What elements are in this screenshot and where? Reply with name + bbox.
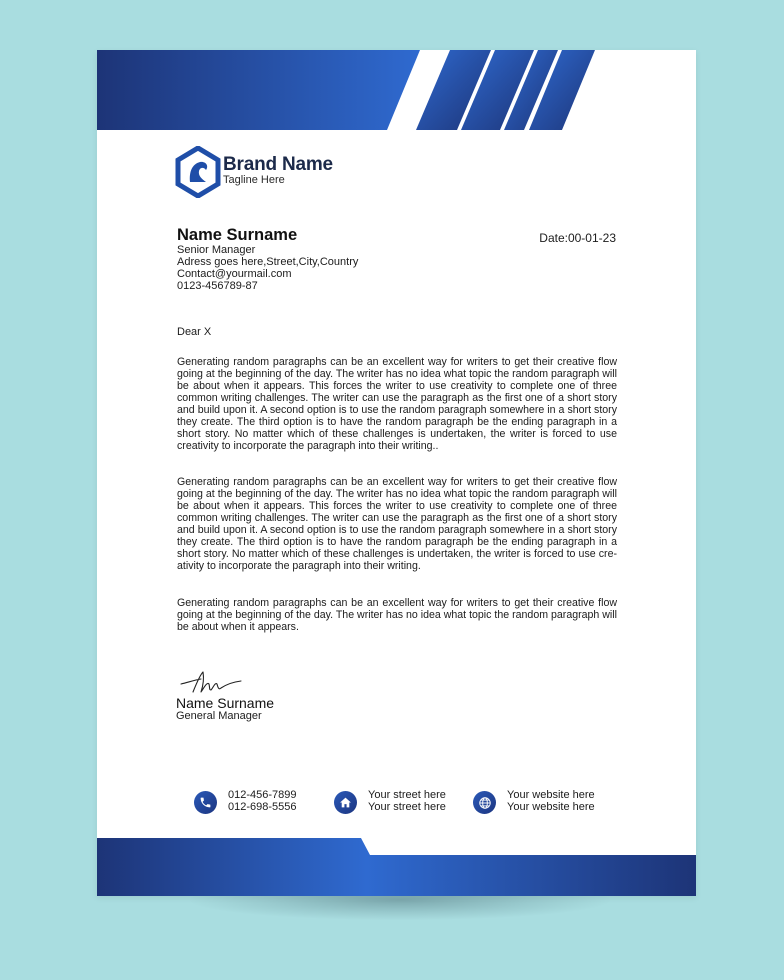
phone-icon [194, 791, 217, 814]
body-paragraph: Generating random paragraphs can be an excellent way for writers to get their creative flow going at the beginning of the day. The writer has no idea what topic the random paragraph will be about when it appears. This forces the writer to use creativity to complete one of three common writing challenges. The writer can use the paragraph as the first one of a short story and build upon it. A second option is to use the random paragraph somewhere in a short story they create. The third option is to have the random paragraph be the ending paragraph in a short story. No matter which of these challenges is undertaken, the writer is forced to use creativity to incorporate the paragraph into their writing.. [177, 356, 617, 452]
letter-date: Date:00-01-23 [539, 231, 616, 245]
street-address: Your street here [368, 789, 446, 801]
globe-icon [473, 791, 496, 814]
website-link[interactable]: Your website here [507, 801, 595, 813]
street-address: Your street here [368, 801, 446, 813]
hexagon-bird-logo-icon [175, 146, 221, 198]
footer-band [97, 838, 696, 896]
brand-tagline: Tagline Here [223, 174, 285, 186]
header-band [97, 50, 420, 130]
home-icon [334, 791, 357, 814]
signatory-name: Name Surname [176, 695, 275, 711]
sender-title: Senior Manager [177, 244, 256, 256]
signature-scribble [179, 666, 243, 696]
signatory-title: General Manager [176, 710, 262, 722]
greeting: Dear X [177, 326, 212, 338]
sender-name: Name Surname [177, 226, 298, 244]
header-decoration [97, 50, 696, 130]
body-paragraph: Generating random paragraphs can be an excellent way for writers to get their creative flow going at the beginning of the day. The writer has no idea what topic the random paragraph will be about when it appears. This forces the writer to use creativity to complete one of three common writing challenges. The writer can use the paragraph as the first one of a short story and build upon it. A second option is to use the random paragraph somewhere in a short story they create. The third option is to have the random paragraph be the ending paragraph in a short story. No matter which of these challenges is undertaken, the writer is forced to use cre- ativity to incorporate the paragraph into their writing. [177, 476, 617, 572]
phone-number[interactable]: 012-456-7899 [228, 789, 297, 801]
body-paragraph: Generating random paragraphs can be an excellent way for writers to get their creative flow going at the beginning of the day. The writer has no idea what topic the random paragraph will be about when it appears. [177, 597, 617, 633]
sender-email[interactable]: Contact@yourmail.com [177, 268, 292, 280]
phone-number[interactable]: 012-698-5556 [228, 801, 297, 813]
footer-decoration [97, 838, 696, 896]
letterhead-page [97, 50, 696, 896]
sender-phone: 0123-456789-87 [177, 280, 258, 292]
sender-address: Adress goes here,Street,City,Country [177, 256, 359, 268]
website-link[interactable]: Your website here [507, 789, 595, 801]
brand-name: Brand Name [223, 154, 333, 175]
